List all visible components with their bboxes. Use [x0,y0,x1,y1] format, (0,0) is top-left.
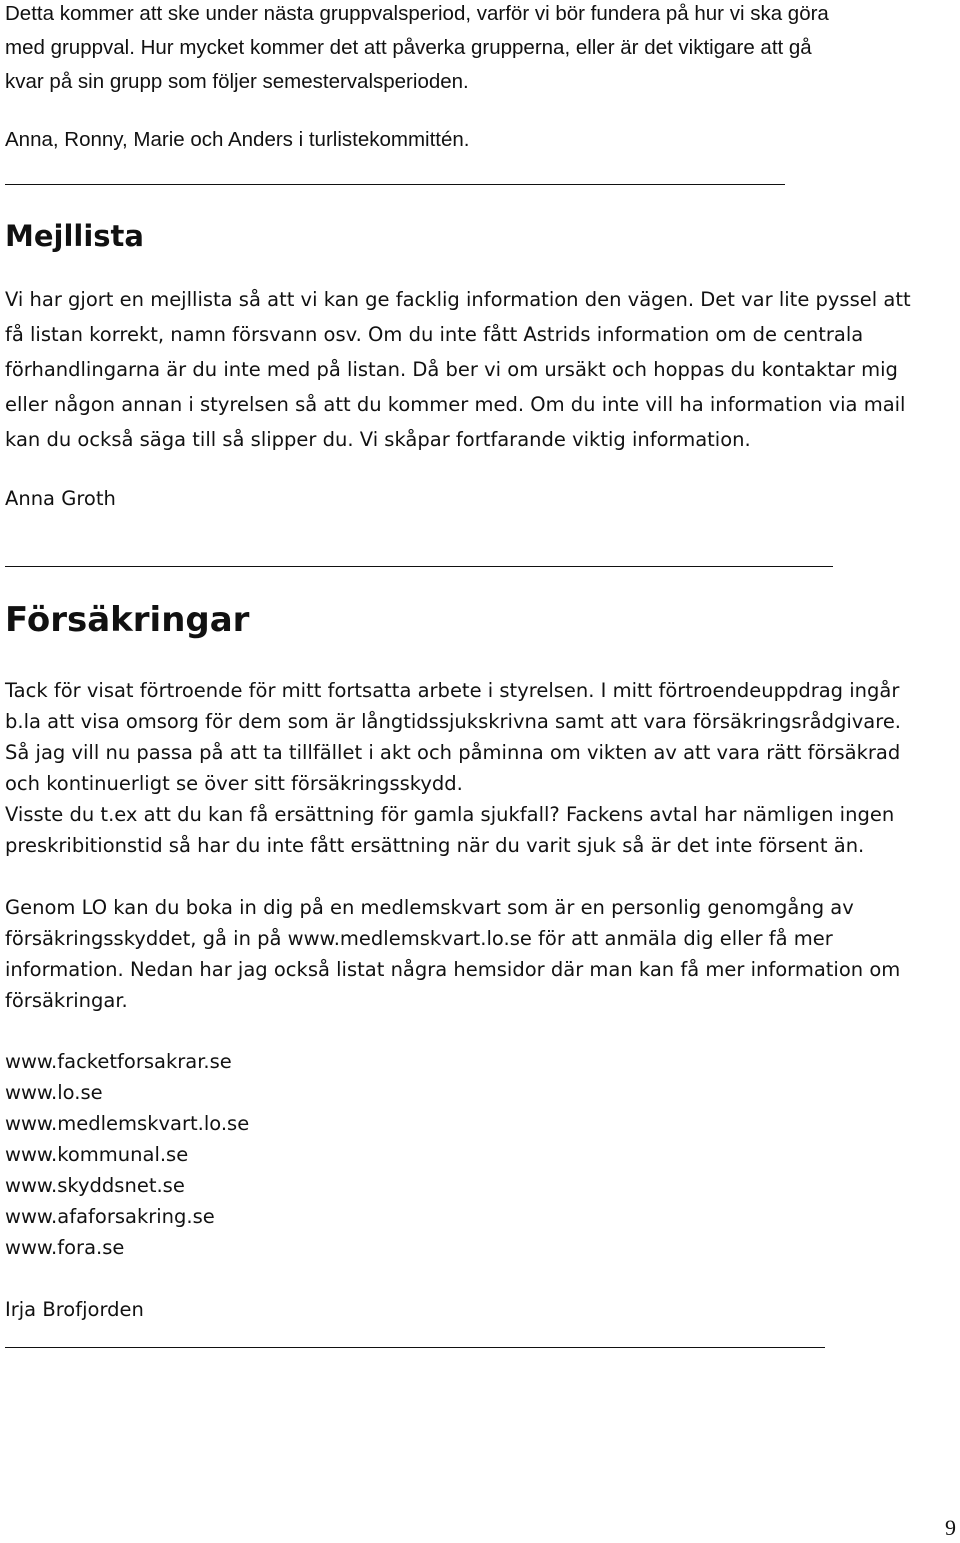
forsakringar-line: Tack för visat förtroende för mitt fortsatta arbete i styrelsen. I mitt förtroendeuppdrag ingår [5,679,900,702]
forsakringar-line: Visste du t.ex att du kan få ersättning för gamla sjukfall? Fackens avtal har nämligen ingen [5,803,895,826]
mejllista-line: få listan korrekt, namn försvann osv. Om du inte fått Astrids information om de centrala [5,323,864,346]
intro-line: med gruppval. Hur mycket kommer det att påverka grupperna, eller är det viktigare att gå [5,36,812,59]
section-divider [5,184,785,185]
forsakringar-line: preskribitionstid så har du inte fått ersättning när du varit sjuk så är det inte försent än. [5,834,865,857]
link-lo[interactable]: www.lo.se [5,1081,103,1104]
intro-line: kvar på sin grupp som följer semestervalsperioden. [5,70,469,93]
section-heading-mejllista: Mejllista [5,219,144,253]
lo-line: försäkringar. [5,989,128,1012]
lo-line: försäkringsskyddet, gå in på www.medlemskvart.lo.se för att anmäla dig eller få mer [5,927,833,950]
forsakringar-signature: Irja Brofjorden [5,1298,144,1321]
lo-line: Genom LO kan du boka in dig på en medlemskvart som är en personlig genomgång av [5,896,854,919]
mejllista-line: Vi har gjort en mejllista så att vi kan ge facklig information den vägen. Det var lite pyssel att [5,288,911,311]
lo-line: information. Nedan har jag också listat några hemsidor där man kan få mer information om [5,958,901,981]
link-afaforsakring[interactable]: www.afaforsakring.se [5,1205,215,1228]
link-fora[interactable]: www.fora.se [5,1236,125,1259]
link-kommunal[interactable]: www.kommunal.se [5,1143,189,1166]
mejllista-line: kan du också säga till så slipper du. Vi skåpar fortfarande viktig information. [5,428,751,451]
forsakringar-line: b.la att visa omsorg för dem som är långtidssjukskrivna samt att vara försäkringsrådgivare. [5,710,902,733]
forsakringar-line: Så jag vill nu passa på att ta tillfället i akt och påminna om vikten av att vara rätt försäkrad [5,741,901,764]
intro-line: Detta kommer att ske under nästa gruppvalsperiod, varför vi bör fundera på hur vi ska göra [5,2,829,25]
mejllista-line: förhandlingarna är du inte med på listan. Då ber vi om ursäkt och hoppas du kontaktar mig [5,358,898,381]
link-facketforsakrar[interactable]: www.facketforsakrar.se [5,1050,232,1073]
section-divider [5,566,833,567]
forsakringar-line: och kontinuerligt se över sitt försäkringsskydd. [5,772,463,795]
section-heading-forsakringar: Försäkringar [5,600,250,640]
link-medlemskvart[interactable]: www.medlemskvart.lo.se [5,1112,250,1135]
page-number: 9 [945,1515,956,1540]
link-skyddsnet[interactable]: www.skyddsnet.se [5,1174,185,1197]
section-divider [5,1347,825,1348]
mejllista-line: eller någon annan i styrelsen så att du kommer med. Om du inte vill ha information via mail [5,393,906,416]
intro-signature: Anna, Ronny, Marie och Anders i turlistekommittén. [5,128,470,151]
mejllista-signature: Anna Groth [5,487,116,510]
